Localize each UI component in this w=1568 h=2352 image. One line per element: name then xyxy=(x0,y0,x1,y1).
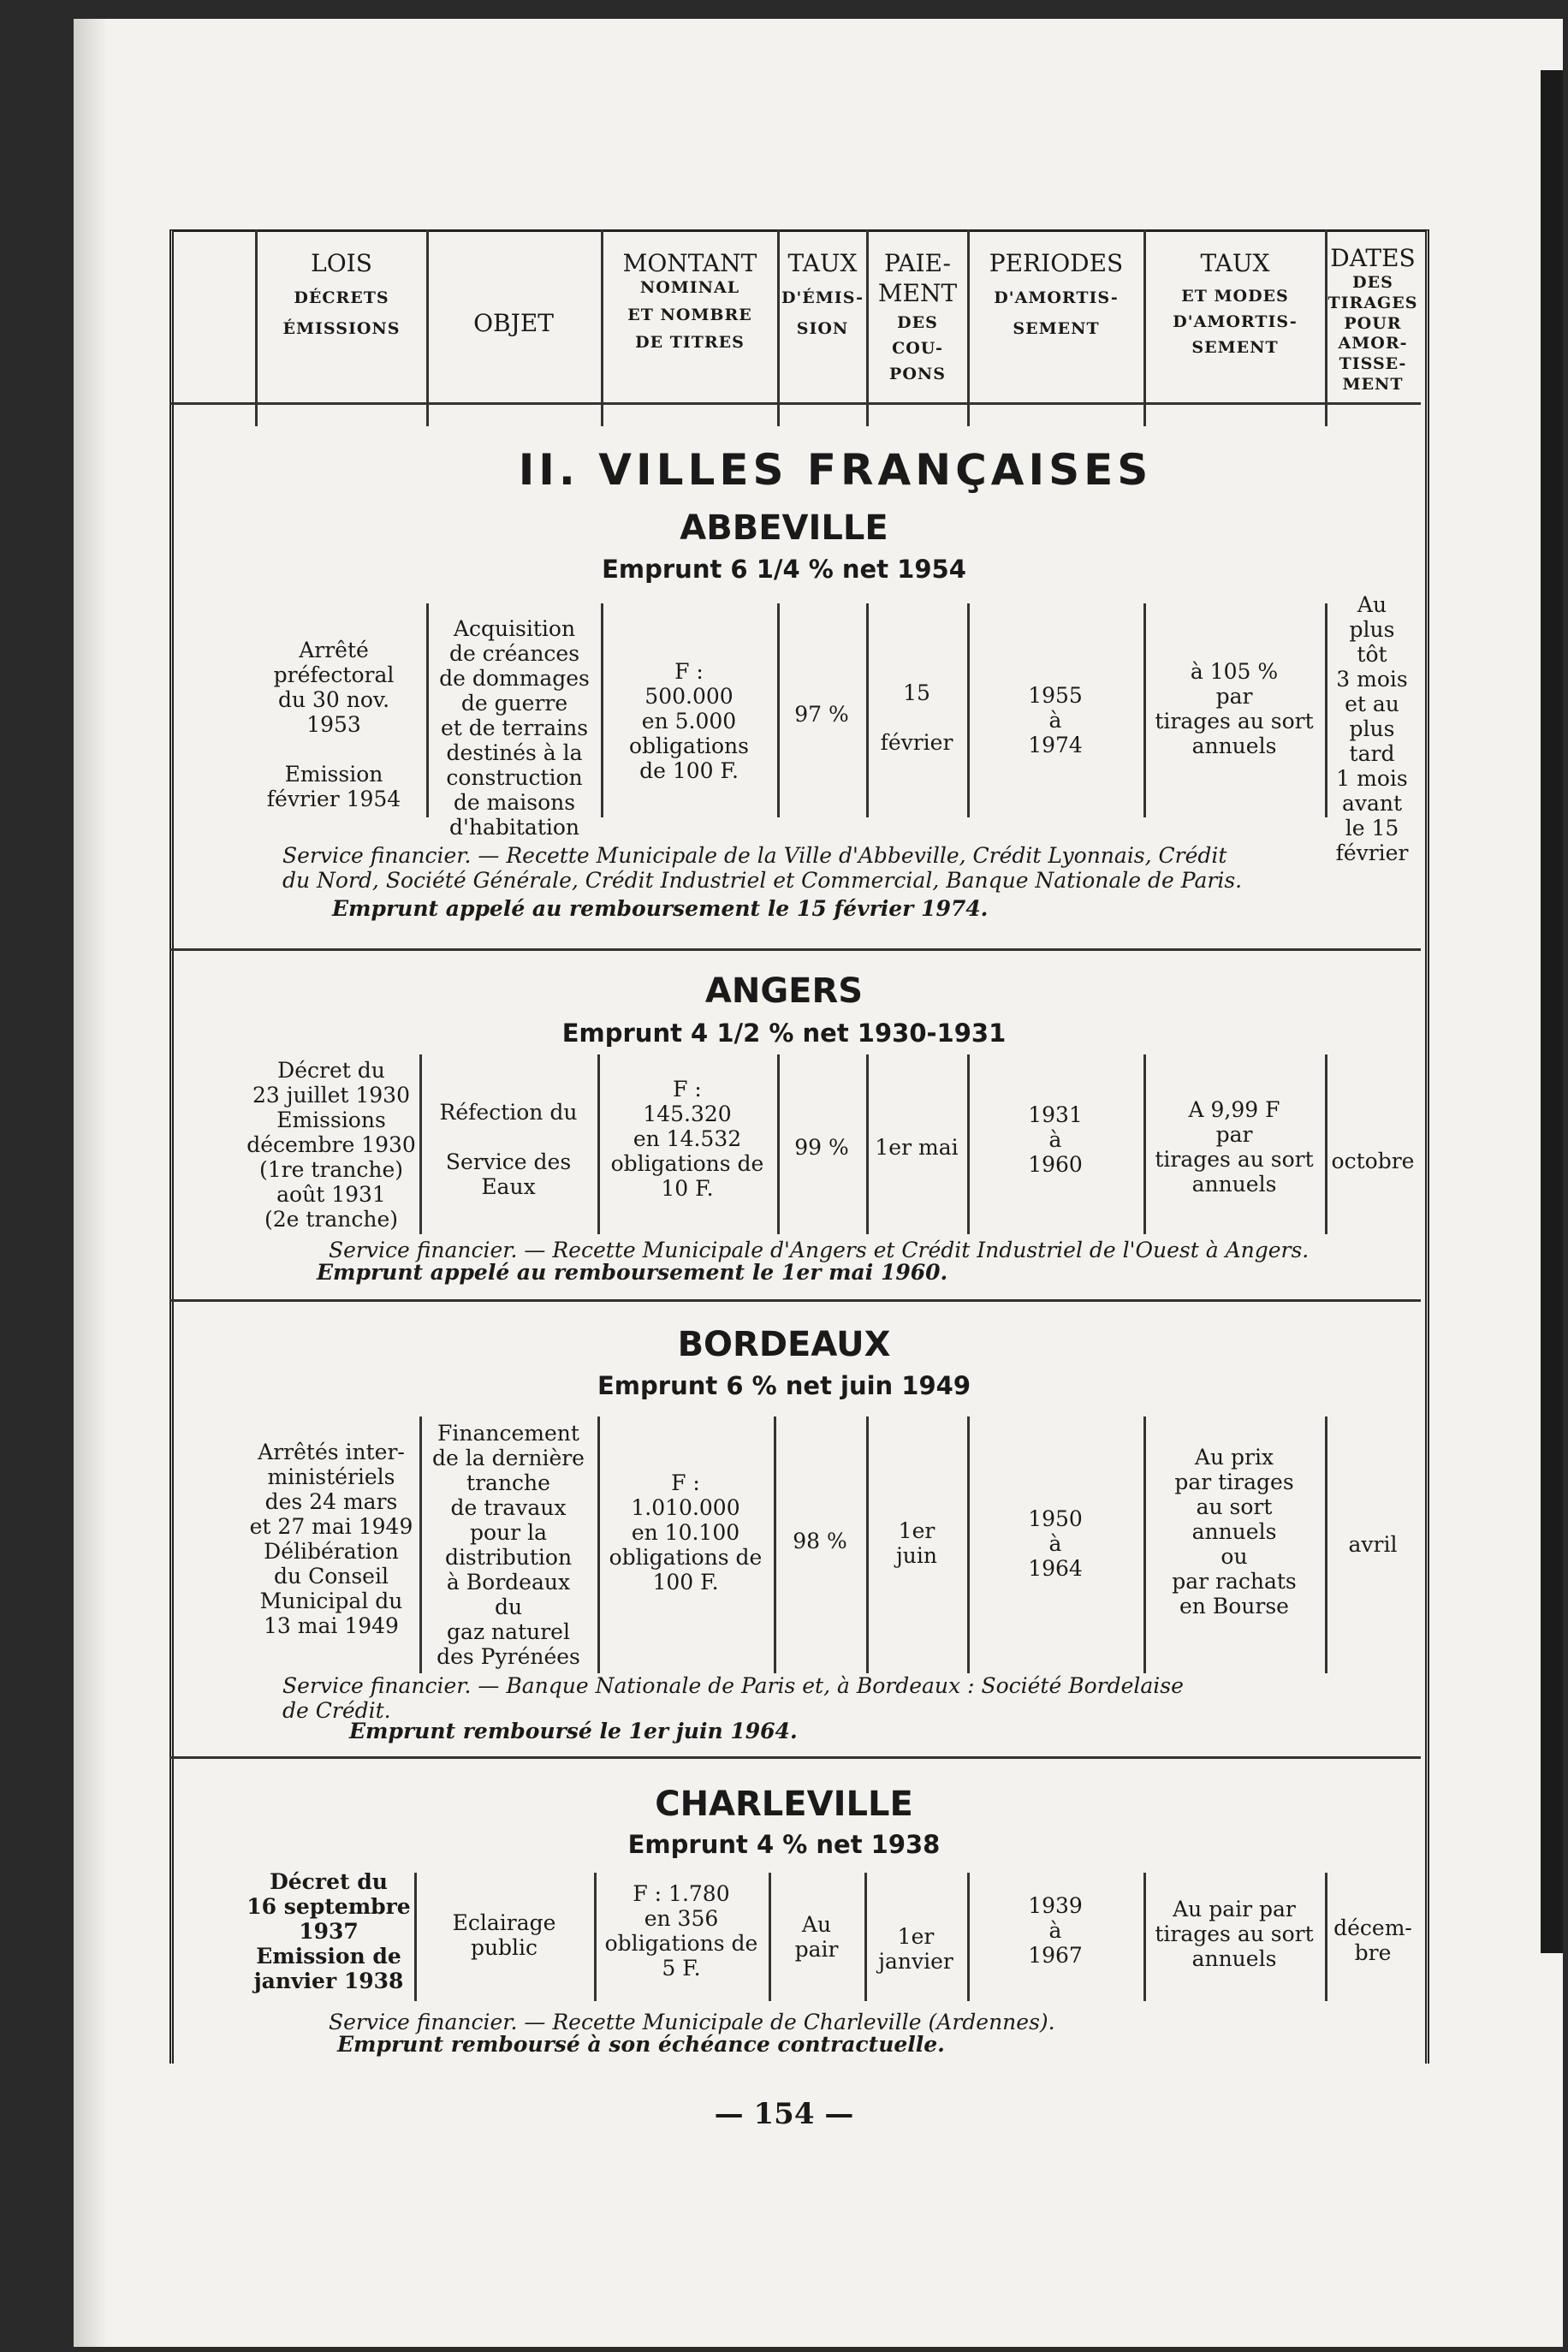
bordeaux-taux: 98 % xyxy=(793,1529,847,1553)
bordeaux-paiement: 1er juin xyxy=(896,1518,937,1568)
bordeaux-modes: Au prix par tirages au sort annuels ou par rachats en Bourse xyxy=(1172,1445,1297,1618)
abbeville-lois: Arrêté préfectoral du 30 nov. 1953 Emission février 1954 xyxy=(266,638,401,811)
city-bordeaux: BORDEAUX xyxy=(677,1325,891,1364)
charleville-emprunt: Emprunt remboursé à son échéance contractuelle. xyxy=(337,2032,945,2057)
bordeaux-objet: Financement de la dernière tranche de travaux pour la distribution à Bordeaux du gaz naturel des Pyrénées xyxy=(432,1421,585,1669)
header-taux-modes: TAUX ET MODES D'AMORTIS- SEMENT xyxy=(1173,249,1298,357)
bordeaux-dates: avril xyxy=(1348,1532,1398,1557)
angers-emprunt: Emprunt appelé au remboursement le 1er mai 1960. xyxy=(317,1260,948,1285)
angers-lois: Décret du 23 juillet 1930 Emissions décembre 1930 (1re tranche) août 1931 (2e tranche) xyxy=(246,1058,416,1232)
city-charleville: CHARLEVILLE xyxy=(655,1785,913,1824)
charleville-objet: Eclairage public xyxy=(452,1910,556,1960)
header-dates: DATES DES TIRAGES POUR AMOR- TISSE- MENT xyxy=(1327,244,1418,394)
charleville-dates: décem- bre xyxy=(1333,1915,1412,1965)
charleville-montant: F : 1.780 en 356 obligations de 5 F. xyxy=(604,1881,758,1981)
angers-dates: octobre xyxy=(1331,1149,1415,1173)
abbeville-service: Service financier. — Recette Municipale de la Ville d'Abbeville, Crédit Lyonnais, Crédit du Nord, Société Générale, Crédit Industriel et Commercial, Banque Nationale de Paris. xyxy=(282,843,1243,893)
abbeville-taux: 97 % xyxy=(794,702,849,727)
header-lois: LOIS DÉCRETS ÉMISSIONS xyxy=(282,249,401,338)
rule-abbeville xyxy=(169,948,1421,951)
header-objet: OBJET xyxy=(473,309,554,337)
bordeaux-lois: Arrêtés inter- ministériels des 24 mars et 27 mai 1949 Délibération du Conseil Municipal du 13 mai 1949 xyxy=(249,1440,413,1638)
abbeville-objet: Acquisition de créances de dommages de guerre et de terrains destinés à la construction de maisons d'habitation xyxy=(439,616,590,840)
city-angers: ANGERS xyxy=(704,971,864,1011)
header-rule xyxy=(169,402,1421,405)
city-abbeville: ABBEVILLE xyxy=(680,508,888,548)
angers-objet: Réfection du Service des Eaux xyxy=(439,1100,578,1199)
bordeaux-emprunt: Emprunt remboursé le 1er juin 1964. xyxy=(349,1719,798,1743)
loan-abbeville: Emprunt 6 1/4 % net 1954 xyxy=(602,555,966,584)
header-periodes: PERIODES D'AMORTIS- SEMENT xyxy=(989,249,1124,338)
bordeaux-periodes: 1950 à 1964 xyxy=(1028,1506,1083,1581)
loan-angers: Emprunt 4 1/2 % net 1930-1931 xyxy=(561,1019,1007,1048)
abbeville-montant: F : 500.000 en 5.000 obligations de 100 F. xyxy=(629,659,749,783)
section-title: II. VILLES FRANÇAISES xyxy=(518,445,1153,495)
abbeville-modes: à 105 % par tirages au sort annuels xyxy=(1155,659,1314,758)
abbeville-dates: Au plus tôt 3 mois et au plus tard 1 mois avant le 15 février xyxy=(1335,592,1409,865)
binding-shadow xyxy=(74,19,108,2347)
header-taux-emission: TAUX D'ÉMIS- SION xyxy=(781,249,864,338)
bordeaux-montant: F : 1.010.000 en 10.100 obligations de 100 F. xyxy=(609,1470,763,1595)
charleville-modes: Au pair par tirages au sort annuels xyxy=(1155,1897,1314,1971)
angers-taux: 99 % xyxy=(794,1135,849,1160)
abbeville-paiement: 15 février xyxy=(880,680,953,755)
charleville-paiement: 1er janvier xyxy=(878,1924,953,1974)
abbeville-emprunt: Emprunt appelé au remboursement le 15 février 1974. xyxy=(332,896,989,921)
rule-angers xyxy=(169,1299,1421,1302)
rule-bordeaux xyxy=(169,1756,1421,1759)
charleville-periodes: 1939 à 1967 xyxy=(1028,1893,1083,1968)
charleville-service: Service financier. — Recette Municipale de Charleville (Ardennes). xyxy=(329,2010,1055,2034)
angers-periodes: 1931 à 1960 xyxy=(1028,1102,1083,1177)
angers-modes: A 9,99 F par tirages au sort annuels xyxy=(1155,1097,1314,1197)
charleville-taux: Au pair xyxy=(794,1912,839,1962)
loan-charleville: Emprunt 4 % net 1938 xyxy=(627,1830,941,1859)
angers-service: Service financier. — Recette Municipale d'Angers et Crédit Industriel de l'Ouest à Angers. xyxy=(329,1238,1310,1262)
header-paiement: PAIE- MENT DES COU- PONS xyxy=(877,249,958,383)
angers-montant: F : 145.320 en 14.532 obligations de 10 F. xyxy=(610,1077,764,1201)
page-number: — 154 — xyxy=(714,2097,854,2131)
loan-bordeaux: Emprunt 6 % net juin 1949 xyxy=(597,1371,971,1400)
abbeville-periodes: 1955 à 1974 xyxy=(1028,683,1083,757)
header-montant: MONTANT NOMINAL ET NOMBRE DE TITRES xyxy=(622,249,757,352)
bordeaux-service: Service financier. — Banque Nationale de Paris et, à Bordeaux : Société Bordelaise de Crédit. xyxy=(282,1673,1184,1723)
charleville-lois: Décret du 16 septembre 1937 Emission de janvier 1938 xyxy=(246,1869,411,1993)
next-page-edge xyxy=(1541,70,1563,1953)
angers-paiement: 1er mai xyxy=(875,1135,959,1160)
